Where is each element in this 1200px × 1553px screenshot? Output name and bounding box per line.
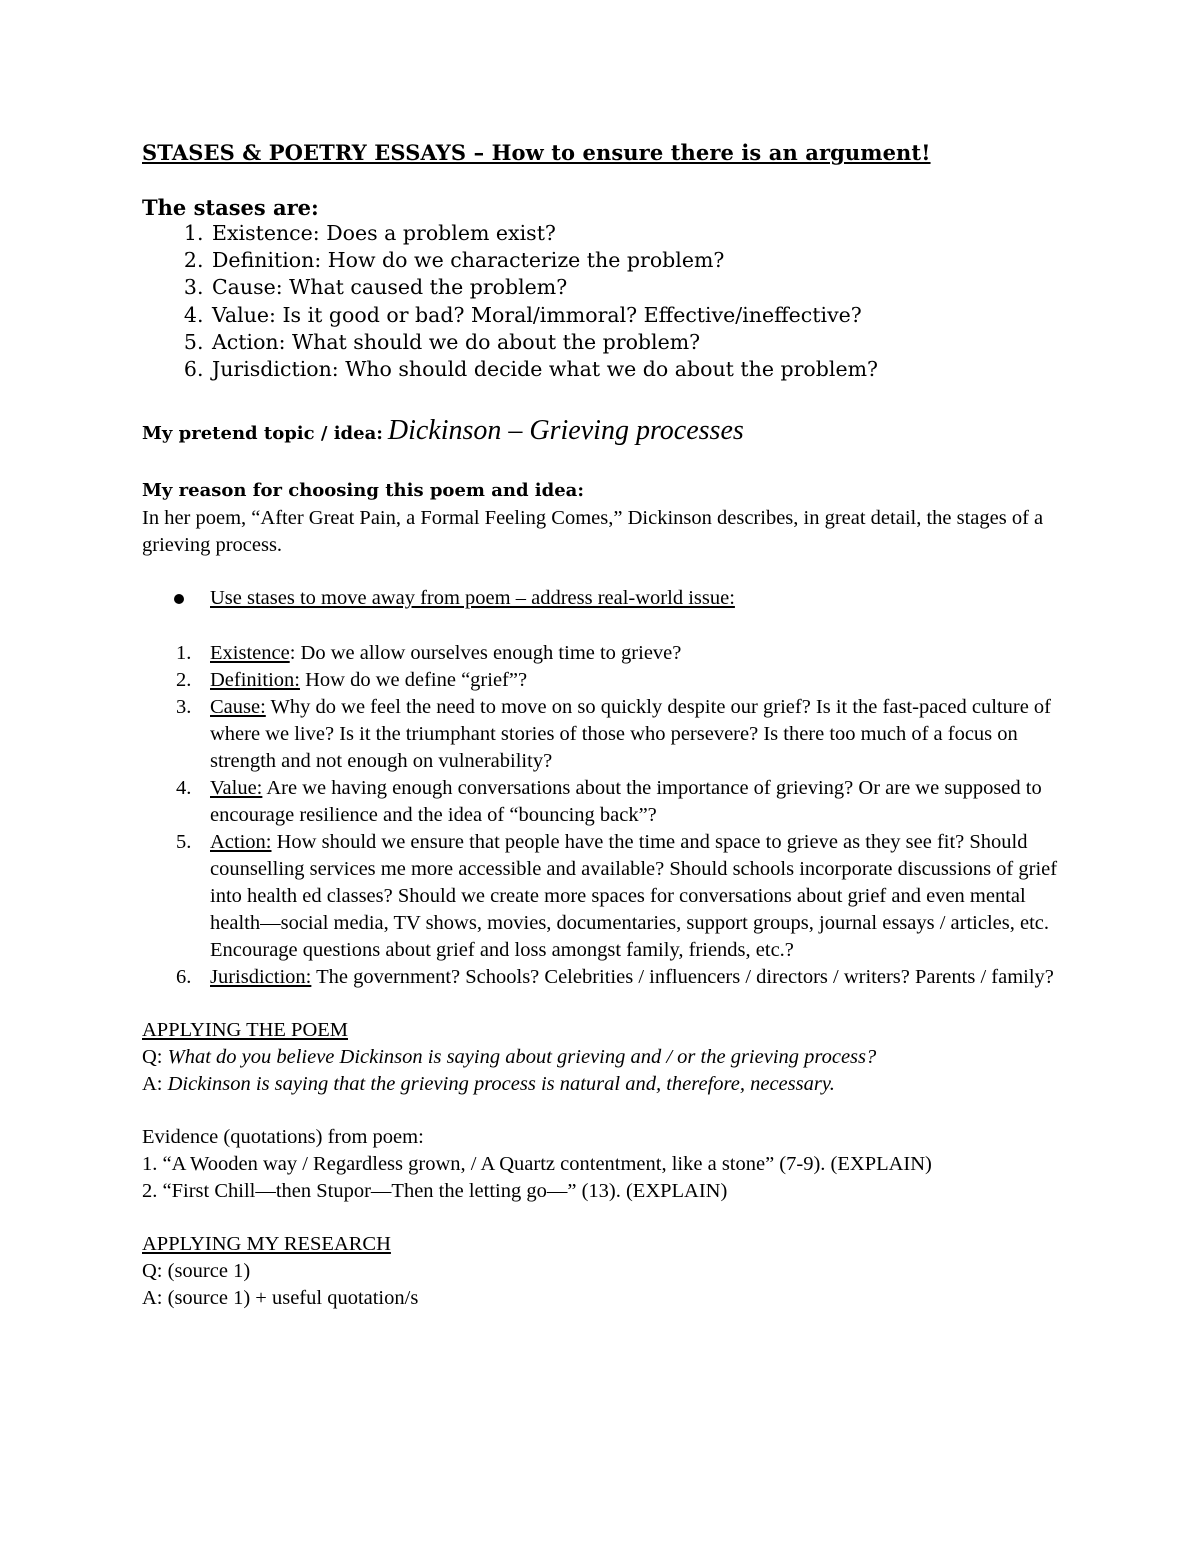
evidence-item: 2. “First Chill—then Stupor—Then the letting go—” (13). (EXPLAIN) — [142, 1180, 728, 1203]
applied-stasis-item — [142, 775, 1072, 829]
applied-stasis-item — [142, 964, 1072, 991]
stasis-term: Jurisdiction: — [210, 966, 312, 989]
reason-heading: My reason for choosing this poem and idea: — [142, 480, 584, 502]
item-number: 6. — [176, 966, 192, 989]
stasis-item: 6. Jurisdiction: Who should decide what we do about the problem? — [210, 356, 1072, 383]
topic-line — [142, 415, 1072, 447]
stasis-text: Are we having enough conversations about the importance of grieving? Or are we supposed to encourage resilience and the idea of “bouncing back”? — [210, 777, 1042, 827]
question-text: What do you believe Dickinson is saying about grieving and / or the grieving process? — [162, 1046, 877, 1069]
topic-value: Dickinson – Grieving processes — [387, 415, 744, 447]
applying-poem-section — [142, 1017, 1072, 1098]
stasis-term: Cause: — [210, 696, 266, 719]
answer-text: Dickinson is saying that the grieving process is natural and, therefore, necessary. — [162, 1073, 835, 1096]
applying-research-section — [142, 1231, 1072, 1312]
item-number: 5. — [176, 831, 192, 854]
stasis-text: How do we define “grief”? — [299, 669, 528, 692]
stases-heading: The stases are: — [142, 195, 319, 220]
evidence-section — [142, 1124, 1072, 1205]
research-answer: A: (source 1) + useful quotation/s — [142, 1287, 419, 1310]
poem-answer — [142, 1071, 1072, 1098]
item-number: 3. — [176, 696, 192, 719]
stasis-term: Definition: — [210, 669, 300, 692]
document-title: STASES & POETRY ESSAYS – How to ensure there is an argument! — [142, 140, 931, 165]
applied-stasis-item — [142, 640, 1072, 667]
poem-question — [142, 1044, 1072, 1071]
stasis-term: Action: — [210, 831, 272, 854]
stases-list — [142, 220, 1072, 383]
stasis-text: The government? Schools? Celebrities / influencers / directors / writers? Parents / family? — [311, 966, 1054, 989]
stasis-text: : Do we allow ourselves enough time to grieve? — [289, 642, 682, 665]
stasis-item: 3. Cause: What caused the problem? — [210, 274, 1072, 301]
answer-label: A: — [142, 1073, 163, 1096]
question-label: Q: — [142, 1046, 163, 1069]
applied-stases-list — [142, 640, 1072, 991]
item-number: 2. — [176, 669, 192, 692]
applied-stasis-item — [142, 694, 1072, 775]
bullet-item — [210, 585, 1072, 612]
evidence-heading: Evidence (quotations) from poem: — [142, 1126, 424, 1149]
stasis-text: How should we ensure that people have the time and space to grieve as they see fit? Should counselling services me more accessible and available? Should schools incorporate discussions of grief into health ed classes? Should we create more spaces for conversations about grief and even mental health—social media, TV shows, movies, documentaries, support groups, journal essays / articles, etc. Encourage questions about grief and loss amongst family, friends, etc.? — [210, 831, 1058, 962]
bullet-text: Use stases to move away from poem – address real-world issue: — [210, 587, 735, 610]
stasis-item: 5. Action: What should we do about the problem? — [210, 329, 1072, 356]
item-number: 4. — [176, 777, 192, 800]
bullet-list — [142, 585, 1072, 612]
bullet-icon — [174, 594, 184, 604]
stasis-item: 4. Value: Is it good or bad? Moral/immoral? Effective/ineffective? — [210, 302, 1072, 329]
item-number: 1. — [176, 642, 192, 665]
topic-label: My pretend topic / idea: — [142, 423, 383, 445]
applied-stasis-item — [142, 829, 1072, 964]
stasis-item: 2. Definition: How do we characterize the problem? — [210, 247, 1072, 274]
applied-stasis-item — [142, 667, 1072, 694]
stasis-term: Value: — [210, 777, 263, 800]
reason-text: In her poem, “After Great Pain, a Formal Feeling Comes,” Dickinson describes, in great detail, the stages of a grieving process. — [142, 507, 1044, 557]
evidence-item: 1. “A Wooden way / Regardless grown, / A Quartz contentment, like a stone” (7-9). (EXPLAIN) — [142, 1153, 932, 1176]
stasis-text: Why do we feel the need to move on so quickly despite our grief? Is it the fast-paced culture of where we live? Is it the triumphant stories of those who persevere? Is there too much of a focus on strength and not enough on vulnerability? — [210, 696, 1051, 773]
applying-poem-heading: APPLYING THE POEM — [142, 1019, 349, 1042]
stasis-term: Existence — [210, 642, 290, 665]
stasis-item: 1. Existence: Does a problem exist? — [210, 220, 1072, 247]
research-question: Q: (source 1) — [142, 1260, 251, 1283]
document-page — [142, 140, 1072, 1312]
applying-research-heading: APPLYING MY RESEARCH — [142, 1233, 391, 1256]
